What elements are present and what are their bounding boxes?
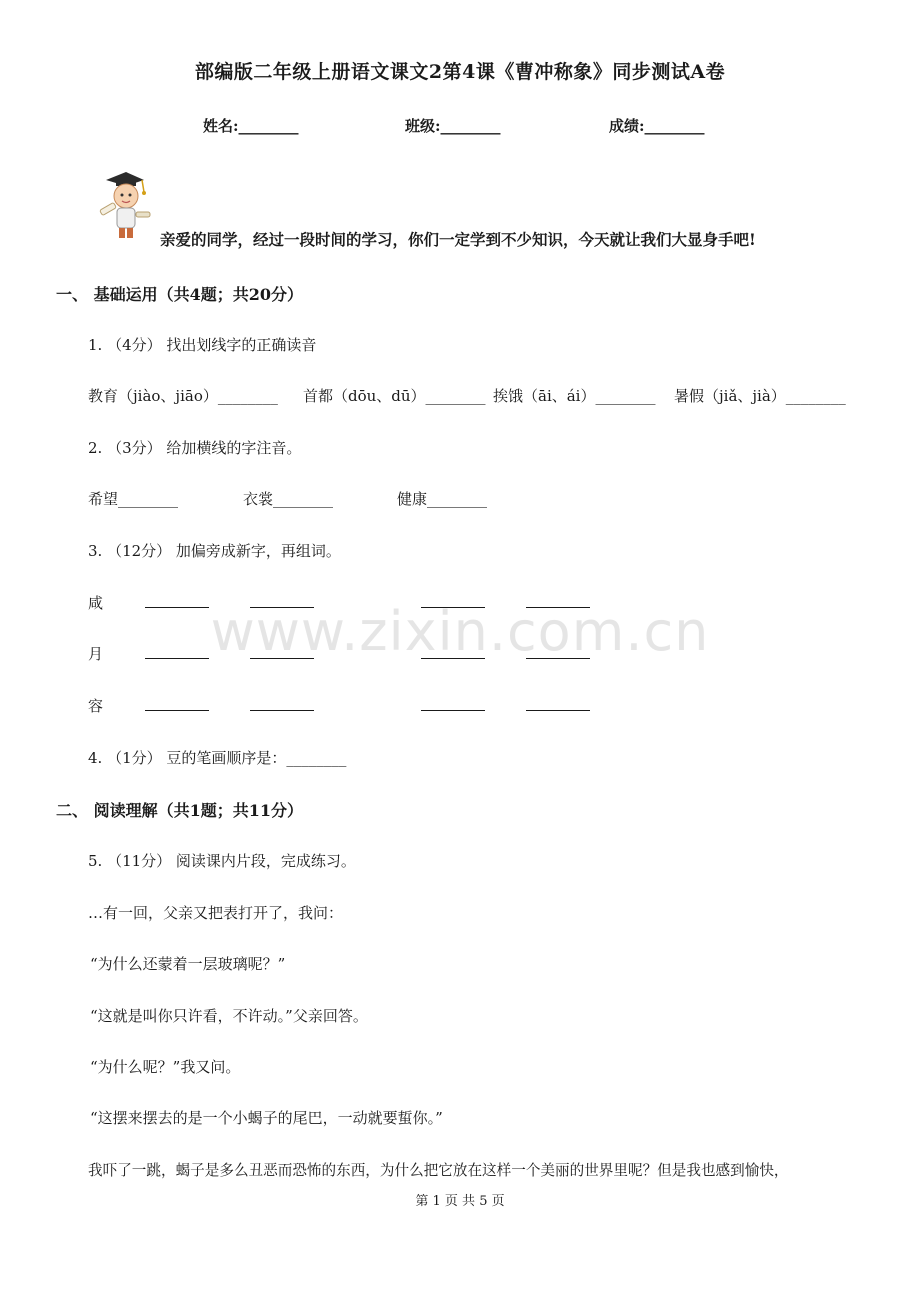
- q3-char-xian: 咸: [88, 594, 104, 612]
- q3-blank[interactable]: [250, 710, 314, 711]
- section-2-heading: 二、 阅读理解（共1题；共11分）: [56, 801, 303, 820]
- graduate-mascot-icon: [86, 166, 154, 246]
- class-field-label: 班级:________: [405, 117, 501, 135]
- page-title: 部编版二年级上册语文课文2第4课《曹冲称象》同步测试A卷: [194, 61, 726, 83]
- passage-line: …有一回，父亲又把表打开了，我问：: [88, 904, 344, 922]
- passage-line: 我吓了一跳，蝎子是多么丑恶而恐怖的东西，为什么把它放在这样一个美丽的世界里呢？但是我也感到愉快，: [88, 1162, 789, 1179]
- passage-line: “为什么呢？”我又问。: [90, 1058, 241, 1076]
- question-4-stem: 4. （1分） 豆的笔画顺序是：________: [88, 749, 347, 767]
- q1-item-shoudu: 首都（dōu、dū）________: [303, 387, 486, 405]
- question-2-stem: 2. （3分） 给加横线的字注音。: [88, 439, 302, 457]
- q3-blank[interactable]: [526, 710, 590, 711]
- q2-item-xiwang: 希望________: [88, 490, 179, 508]
- question-3-stem: 3. （12分） 加偏旁成新字，再组词。: [88, 542, 341, 560]
- passage-line: “这摆来摆去的是一个小蝎子的尾巴，一动就要蜇你。”: [90, 1109, 443, 1127]
- q2-item-yishang: 衣裳________: [243, 490, 334, 508]
- q3-blank[interactable]: [145, 710, 209, 711]
- q2-item-jiankang: 健康________: [397, 490, 488, 508]
- q3-blank[interactable]: [421, 710, 485, 711]
- question-5-stem: 5. （11分） 阅读课内片段，完成练习。: [88, 852, 356, 870]
- q3-char-yue: 月: [88, 645, 104, 663]
- q1-item-aie: 挨饿（āi、ái）________: [493, 387, 656, 405]
- section-1-heading: 一、 基础运用（共4题；共20分）: [56, 285, 303, 304]
- page-footer: 第 1 页 共 5 页: [415, 1194, 505, 1209]
- q1-item-jiaoyu: 教育（jiào、jiāo）________: [88, 387, 278, 405]
- passage-line: “这就是叫你只许看，不许动。”父亲回答。: [90, 1007, 368, 1025]
- score-field-label: 成绩:________: [609, 117, 705, 135]
- q1-item-shujia: 暑假（jiǎ、jià）________: [674, 387, 846, 405]
- q3-char-rong: 容: [88, 697, 104, 715]
- question-1-stem: 1. （4分） 找出划线字的正确读音: [88, 336, 317, 354]
- name-field-label: 姓名:________: [203, 117, 299, 135]
- passage-line: “为什么还蒙着一层玻璃呢？”: [90, 955, 286, 973]
- greeting-text: 亲爱的同学，经过一段时间的学习，你们一定学到不少知识，今天就让我们大显身手吧!: [160, 230, 756, 249]
- watermark: www.zixin.com.cn: [210, 600, 710, 663]
